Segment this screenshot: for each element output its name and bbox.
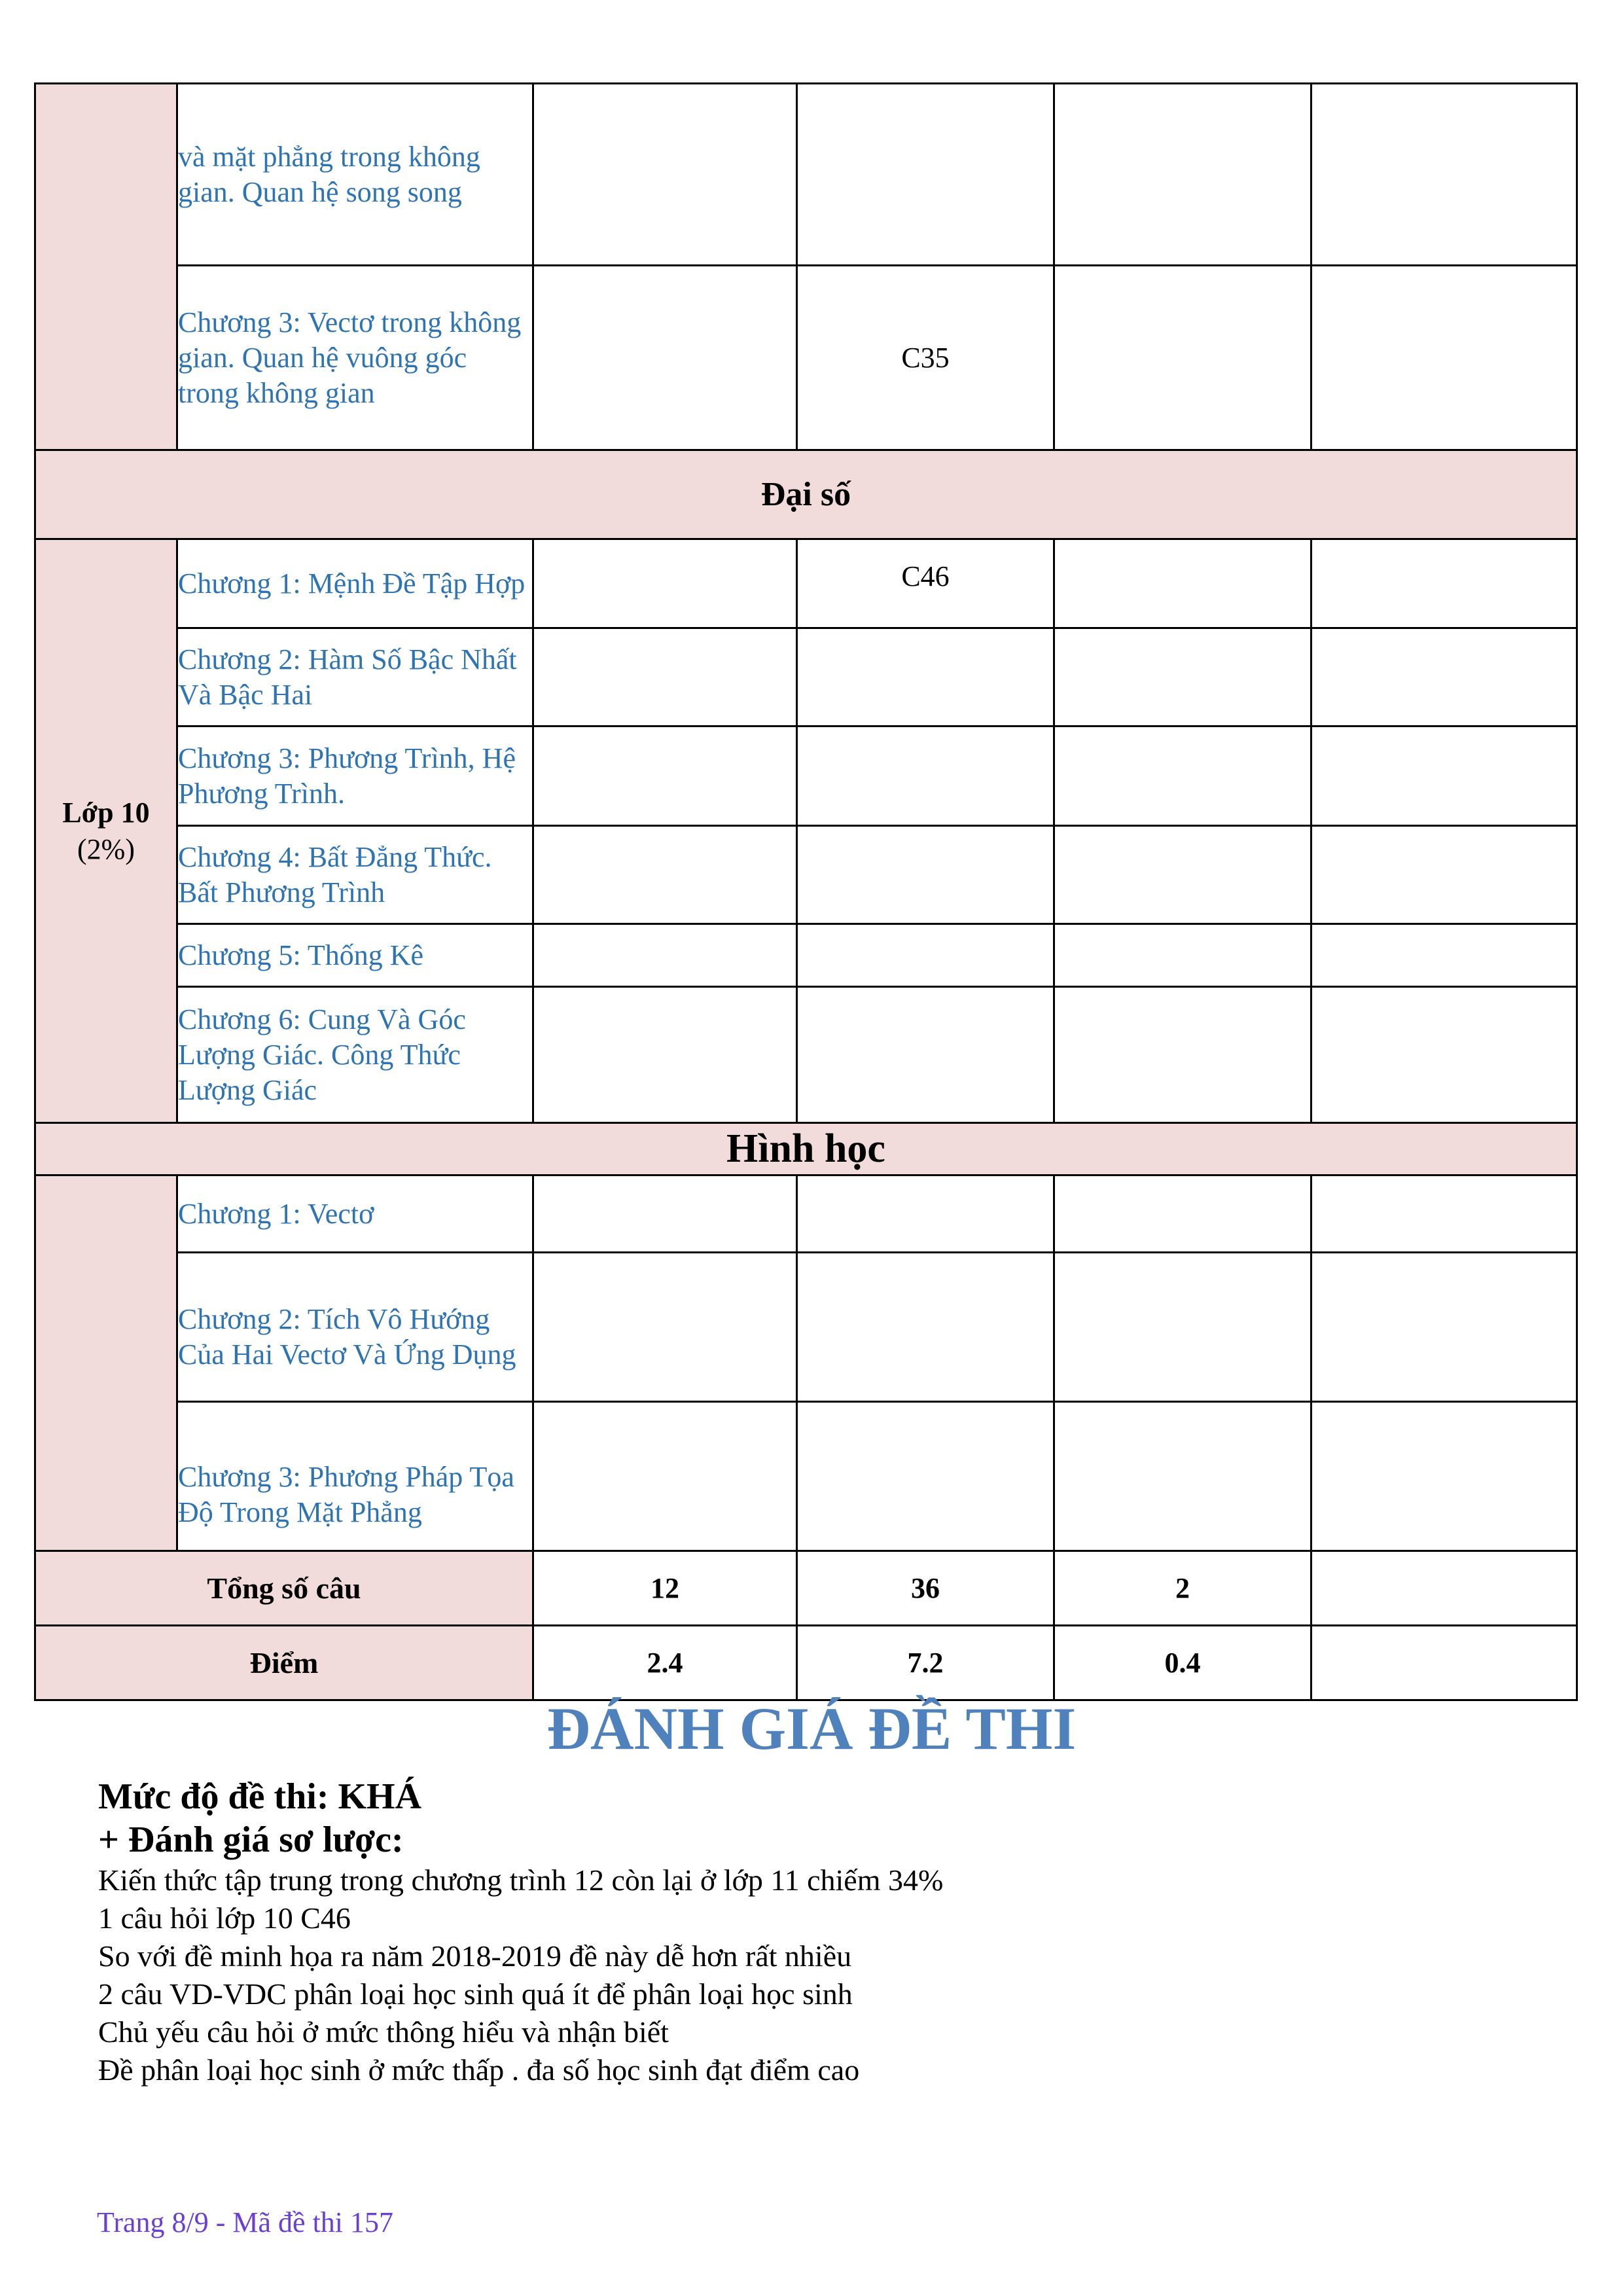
score-value: 2.4 (533, 1626, 797, 1700)
page-footer: Trang 8/9 - Mã đề thi 157 (97, 2206, 394, 2238)
table-row (35, 1402, 1577, 1551)
total-value (1311, 1551, 1577, 1626)
matrix-cell (533, 628, 797, 726)
matrix-cell (533, 266, 797, 450)
matrix-cell (797, 826, 1054, 924)
topic-cell: Chương 1: Vectơ (177, 1175, 533, 1253)
matrix-cell (797, 1253, 1054, 1402)
grade-band-cell (35, 1175, 177, 1551)
total-value: 36 (797, 1551, 1054, 1626)
total-value: 12 (533, 1551, 797, 1626)
evaluation-line: So với đề minh họa ra năm 2018-2019 đề này dễ hơn rất nhiều (98, 1939, 852, 1973)
grade-label: Lớp 10 (62, 796, 150, 829)
score-value: 7.2 (797, 1626, 1054, 1700)
matrix-cell (797, 726, 1054, 826)
grade-percent: (2%) (77, 833, 135, 865)
topic-cell: Chương 2: Hàm Số Bậc Nhất Và Bậc Hai (177, 628, 533, 726)
section-title-geometry: Hình học (35, 1123, 1577, 1175)
total-label: Tổng số câu (35, 1551, 533, 1626)
table-row (35, 1253, 1577, 1402)
topic-cell: Chương 1: Mệnh Đề Tập Hợp (177, 539, 533, 628)
evaluation-line: Kiến thức tập trung trong chương trình 12 còn lại ở lớp 11 chiếm 34% (98, 1863, 944, 1897)
matrix-cell (533, 826, 797, 924)
topic-cell: Chương 3: Phương Trình, Hệ Phương Trình. (177, 726, 533, 826)
table-row (35, 924, 1577, 987)
table-row (35, 726, 1577, 826)
evaluation-line: 1 câu hỏi lớp 10 C46 (98, 1901, 351, 1935)
evaluation-line: 2 câu VD-VDC phân loại học sinh quá ít để phân loại học sinh (98, 1977, 853, 2011)
summary-heading: + Đánh giá sơ lược: (98, 1820, 404, 1860)
score-label: Điểm (35, 1626, 533, 1700)
total-row (35, 1551, 1577, 1626)
matrix-cell (797, 1402, 1054, 1551)
matrix-cell (1311, 1175, 1577, 1253)
matrix-cell (797, 84, 1054, 266)
section-row (35, 1123, 1577, 1175)
score-row (35, 1626, 1577, 1700)
matrix-cell (533, 539, 797, 628)
exam-level: Mức độ đề thi: KHÁ (98, 1776, 422, 1817)
table-row (35, 84, 1577, 266)
evaluation-title: ĐÁNH GIÁ ĐỀ THI (546, 1695, 1077, 1762)
exam-matrix-table (34, 82, 1578, 1701)
matrix-cell (1311, 539, 1577, 628)
score-value: 0.4 (1054, 1626, 1311, 1700)
matrix-cell (533, 1253, 797, 1402)
matrix-cell (1054, 84, 1311, 266)
matrix-cell (1054, 628, 1311, 726)
table-row (35, 987, 1577, 1123)
score-value (1311, 1626, 1577, 1700)
matrix-cell (1311, 1402, 1577, 1551)
matrix-cell (1054, 1402, 1311, 1551)
topic-cell: và mặt phẳng trong không gian. Quan hệ song song (177, 84, 533, 266)
matrix-cell (1054, 826, 1311, 924)
matrix-cell (1311, 987, 1577, 1123)
matrix-cell (797, 987, 1054, 1123)
matrix-cell (533, 1175, 797, 1253)
evaluation-section (98, 1775, 1538, 2089)
matrix-cell (1311, 826, 1577, 924)
grade-band-cell (35, 84, 177, 450)
matrix-cell (1311, 924, 1577, 987)
matrix-cell: C46 (797, 539, 1054, 628)
topic-cell: Chương 6: Cung Và Góc Lượng Giác. Công Thức Lượng Giác (177, 987, 533, 1123)
matrix-cell (1054, 924, 1311, 987)
matrix-cell (1054, 1175, 1311, 1253)
evaluation-line: Đề phân loại học sinh ở mức thấp . đa số học sinh đạt điểm cao (98, 2053, 860, 2087)
matrix-cell: C35 (797, 266, 1054, 450)
matrix-cell (1311, 84, 1577, 266)
grade-10-cell (35, 539, 177, 1123)
topic-cell: Chương 5: Thống Kê (177, 924, 533, 987)
matrix-cell (1054, 1253, 1311, 1402)
section-row (35, 450, 1577, 539)
matrix-cell (1311, 266, 1577, 450)
matrix-cell (1311, 726, 1577, 826)
topic-cell: Chương 3: Phương Pháp Tọa Độ Trong Mặt Phẳng (177, 1402, 533, 1551)
matrix-cell (533, 84, 797, 266)
section-title-algebra: Đại số (35, 450, 1577, 539)
matrix-cell (533, 924, 797, 987)
table-row (35, 826, 1577, 924)
matrix-cell (533, 1402, 797, 1551)
topic-cell: Chương 2: Tích Vô Hướng Của Hai Vectơ Và Ứng Dụng (177, 1253, 533, 1402)
matrix-cell (1054, 987, 1311, 1123)
table-row (35, 1175, 1577, 1253)
matrix-cell (797, 1175, 1054, 1253)
table-row (35, 539, 1577, 628)
matrix-cell (1311, 1253, 1577, 1402)
topic-cell: Chương 3: Vectơ trong không gian. Quan hệ vuông góc trong không gian (177, 266, 533, 450)
matrix-cell (533, 726, 797, 826)
matrix-cell (797, 628, 1054, 726)
matrix-cell (533, 987, 797, 1123)
matrix-cell (1054, 539, 1311, 628)
table-row (35, 266, 1577, 450)
matrix-cell (1054, 726, 1311, 826)
total-value: 2 (1054, 1551, 1311, 1626)
matrix-cell (1311, 628, 1577, 726)
matrix-cell (1054, 266, 1311, 450)
table-row (35, 628, 1577, 726)
evaluation-line: Chủ yếu câu hỏi ở mức thông hiểu và nhận biết (98, 2015, 669, 2049)
matrix-cell (797, 924, 1054, 987)
topic-cell: Chương 4: Bất Đẳng Thức. Bất Phương Trình (177, 826, 533, 924)
